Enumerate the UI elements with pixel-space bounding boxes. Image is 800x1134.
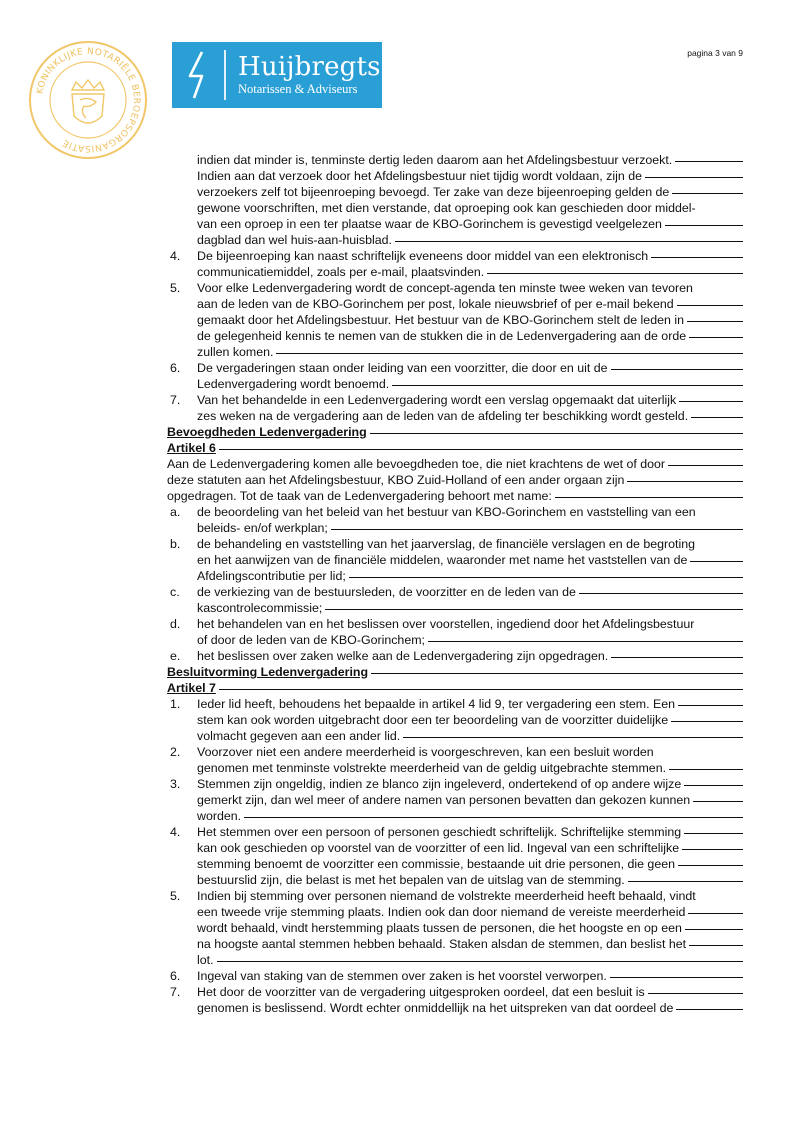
item-letter: c. bbox=[170, 585, 180, 599]
text-line: Indien aan dat verzoek door het Afdelingsbestuur niet tijdig wordt voldaan, zijn de bbox=[197, 168, 743, 184]
article-paragraph: Aan de Ledenvergadering komen alle bevoegdheden toe, die niet krachtens de wet of door deze statuten aan het Afdelingsbestuur, KBO Zuid-Holland of een ander orgaan zijn opgedragen. Tot de taak van de Ledenvergadering behoort met name: bbox=[167, 456, 743, 504]
list-item: 6. De vergaderingen staan onder leiding van een voorzitter, die door en uit de Ledenvergadering wordt benoemd. bbox=[167, 360, 743, 392]
page-number: pagina 3 van 9 bbox=[687, 48, 743, 58]
list-item: 7. Van het behandelde in een Ledenvergadering wordt een verslag opgemaakt dat uiterlijk zes weken na de vergadering aan de leden van de afdeling ter beschikking wordt gesteld. bbox=[167, 392, 743, 424]
item-number: 3. bbox=[170, 777, 181, 791]
item-number: 7. bbox=[170, 985, 181, 999]
list-item: 4. Het stemmen over een persoon of personen geschiedt schriftelijk. Schriftelijke stemming kan ook geschieden op voorstel van de voorzitter of een lid. Ingeval van een schriftelijke stemming benoemt de voorzitter een commissie, bestaande uit drie personen, die geen bestuurslid zijn, die belast is met het bepalen van de uitslag van de stemming. bbox=[167, 824, 743, 888]
list-item: 2. Voorzover niet een andere meerderheid is voorgeschreven, kan een besluit worden genomen met tenminste volstrekte meerderheid van de geldig uitgebrachte stemmen. bbox=[167, 744, 743, 776]
list-item: 1. Ieder lid heeft, behoudens het bepaalde in artikel 4 lid 9, ter vergadering een stem. Een stem kan ook worden uitgebracht door een ter beoordeling van de voorzitter duidelijke volmacht gegeven aan een ander lid. bbox=[167, 696, 743, 744]
text-line: van een oproep in een ter plaatse waar de KBO-Gorinchem is gevestigd veelgelezen bbox=[197, 216, 743, 232]
list-item: 3. Stemmen zijn ongeldig, indien ze blanco zijn ingeleverd, ondertekend of op andere wijze gemerkt zijn, dan wel meer of andere namen van personen bevatten dan gekozen kunnen worden. bbox=[167, 776, 743, 824]
item-letter: a. bbox=[170, 505, 181, 519]
item-number: 7. bbox=[170, 393, 181, 407]
list-item: 7. Het door de voorzitter van de vergadering uitgesproken oordeel, dat een besluit is genomen is beslissend. Wordt echter onmiddellijk na het uitspreken van dat oordeel de bbox=[167, 984, 743, 1016]
list-item: a. de beoordeling van het beleid van het bestuur van KBO-Gorinchem en vaststelling van een beleids- en/of werkplan; bbox=[167, 504, 743, 536]
article-heading: Artikel 6 bbox=[167, 440, 743, 456]
brand-name: Huijbregts bbox=[238, 52, 381, 82]
item-number: 1. bbox=[170, 697, 181, 711]
list-item: c. de verkiezing van de bestuursleden, de voorzitter en de leden van de kascontrolecommissie; bbox=[167, 584, 743, 616]
item-letter: e. bbox=[170, 649, 181, 663]
section-heading: Besluitvorming Ledenvergadering bbox=[167, 664, 743, 680]
item-number: 4. bbox=[170, 825, 181, 839]
item-number: 5. bbox=[170, 281, 181, 295]
list-item: 6. Ingeval van staking van de stemmen over zaken is het voorstel verworpen. bbox=[167, 968, 743, 984]
logo-mark-icon bbox=[172, 42, 224, 108]
item-number: 6. bbox=[170, 969, 181, 983]
list-item: b. de behandeling en vaststelling van het jaarverslag, de financiële verslagen en de begroting en het aanwijzen van de financiële middelen, waaronder met name het vaststellen van de Afdelingscontributie per lid; bbox=[167, 536, 743, 584]
item-letter: b. bbox=[170, 537, 181, 551]
logo-divider bbox=[224, 50, 226, 100]
list-item: d. het behandelen van en het beslissen over voorstellen, ingediend door het Afdelingsbestuur of door de leden van de KBO-Gorinchem; bbox=[167, 616, 743, 648]
brand-subtitle: Notarissen & Adviseurs bbox=[238, 82, 358, 96]
text-line: verzoekers zelf tot bijeenroeping bevoegd. Ter zake van deze bijeenroeping gelden de bbox=[197, 184, 743, 200]
list-item: 4. De bijeenroeping kan naast schriftelijk eveneens door middel van een elektronisch communicatiemiddel, zoals per e-mail, plaatsvinden. bbox=[167, 248, 743, 280]
article-heading: Artikel 7 bbox=[167, 680, 743, 696]
brand-logo bbox=[172, 42, 382, 108]
list-item: 5. Voor elke Ledenvergadering wordt de concept-agenda ten minste twee weken van tevoren aan de leden van de KBO-Gorinchem per post, lokale nieuwsbrief of per e-mail bekend gemaakt door het Afdelingsbestuur. Het bestuur van de KBO-Gorinchem stelt de leden in de gelegenheid kennis te nemen van de stukken die in de Ledenvergadering aan de orde zullen komen. bbox=[167, 280, 743, 360]
intro-paragraph bbox=[167, 152, 743, 248]
item-number: 6. bbox=[170, 361, 181, 375]
item-number: 5. bbox=[170, 889, 181, 903]
text-line: dagblad dan wel huis-aan-huisblad. bbox=[197, 232, 743, 248]
text-line: indien dat minder is, tenminste dertig leden daarom aan het Afdelingsbestuur verzoekt. bbox=[197, 152, 743, 168]
item-letter: d. bbox=[170, 617, 181, 631]
list-item: e. het beslissen over zaken welke aan de Ledenvergadering zijn opgedragen. bbox=[167, 648, 743, 664]
notary-seal bbox=[26, 38, 150, 162]
svg-text:KONINKLIJKE NOTARIËLE BEROEPSO: KONINKLIJKE NOTARIËLE BEROEPSORGANISATIE bbox=[35, 46, 142, 154]
text-line: gewone voorschriften, met dien verstande, dat oproeping ook kan geschieden door middel- bbox=[197, 201, 696, 215]
item-number: 4. bbox=[170, 249, 181, 263]
section-heading: Bevoegdheden Ledenvergadering bbox=[167, 424, 743, 440]
list-item: 5. Indien bij stemming over personen niemand de volstrekte meerderheid heeft behaald, vindt een tweede vrije stemming plaats. Indien ook dan door niemand de vereiste meerderheid wordt behaald, vindt herstemming plaats tussen de personen, die het hoogste en op een na hoogste aantal stemmen hebben behaald. Staken alsdan de stemmen, dan beslist het lot. bbox=[167, 888, 743, 968]
document-body bbox=[167, 152, 743, 1016]
item-number: 2. bbox=[170, 745, 181, 759]
